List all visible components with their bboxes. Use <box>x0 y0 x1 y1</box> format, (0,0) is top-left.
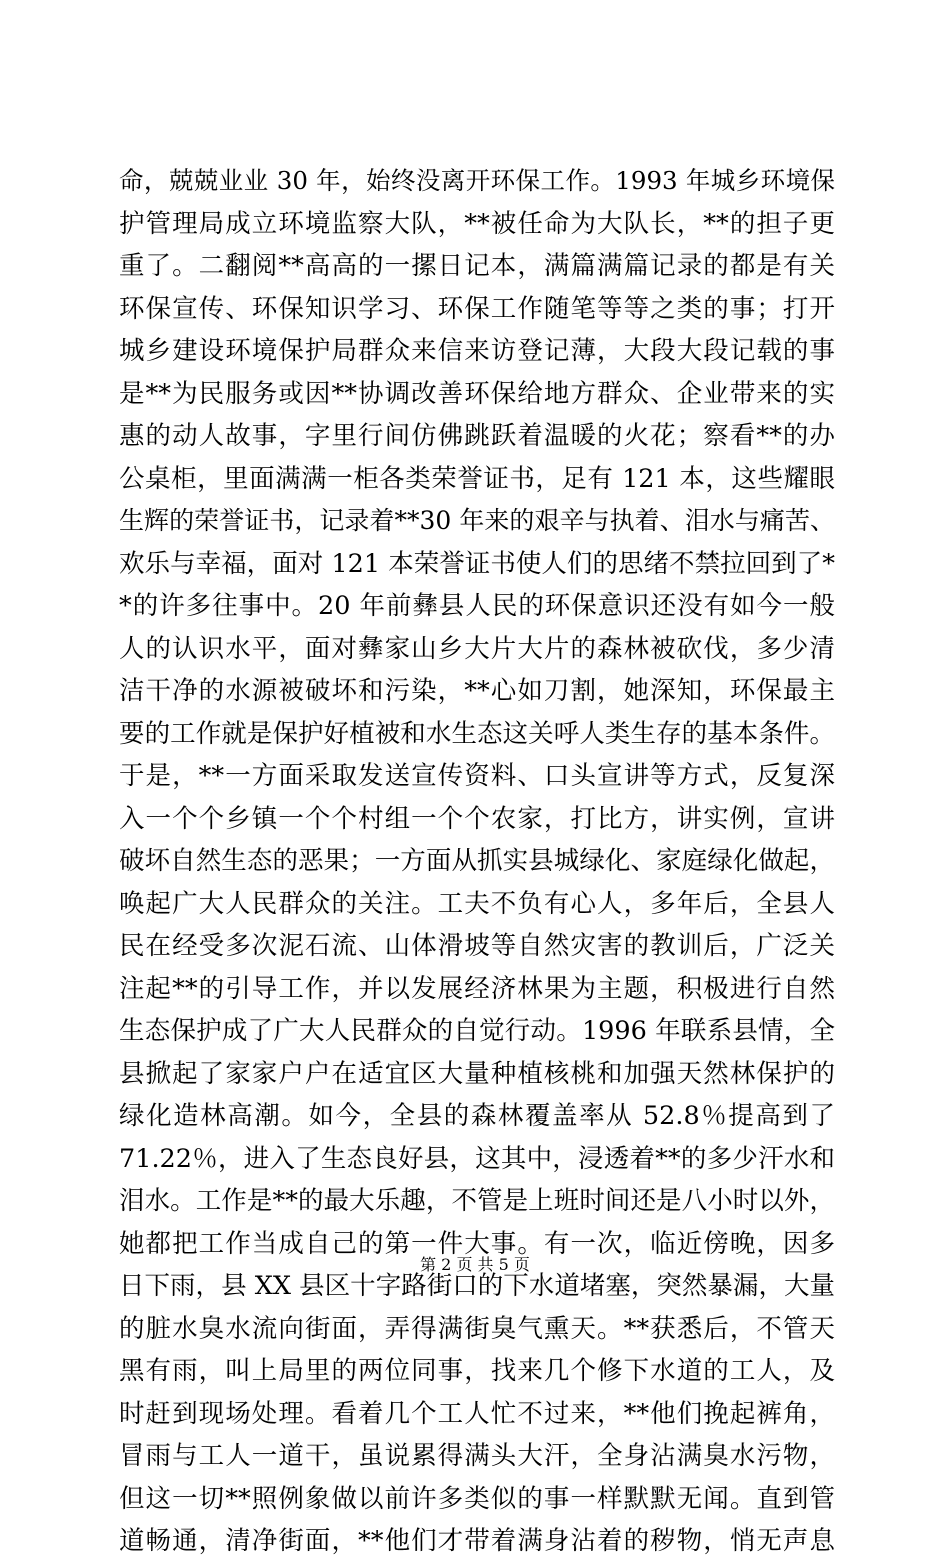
text-line: 生辉的荣誉证书，记录着**30 年来的艰辛与执着、泪水与痛苦、 <box>119 506 835 535</box>
text-line: 绿化造林高潮。如今，全县的森林覆盖率从 52.8％提高到了 <box>119 1101 835 1131</box>
text-line: 要的工作就是保护好植被和水生态这关呼人类生存的基本条件。 <box>119 718 835 749</box>
text-line: 欢乐与幸福，面对 121 本荣誉证书使人们的思绪不禁拉回到了* <box>119 548 835 579</box>
text-line: 入一个个乡镇一个个村组一个个农家，打比方，讲实例，宣讲 <box>119 803 835 834</box>
text-line: 时赶到现场处理。看着几个工人忙不过来，**他们挽起裤角， <box>119 1398 835 1429</box>
text-line: 城乡建设环境保护局群众来信来访登记薄，大段大段记载的事 <box>119 336 835 366</box>
text-line: 冒雨与工人一道干，虽说累得满头大汗，全身沾满臭水污物， <box>119 1441 835 1471</box>
text-line: 是**为民服务或因**协调改善环保给地方群众、企业带来的实 <box>119 378 835 409</box>
text-line: 71.22％，进入了生态良好县，这其中，浸透着**的多少汗水和 <box>119 1143 835 1174</box>
text-line: 公桌柜，里面满满一柜各类荣誉证书，足有 121 本，这些耀眼 <box>119 463 835 494</box>
text-line: 但这一切**照例象做以前许多类似的事一样默默无闻。直到管 <box>119 1483 835 1514</box>
text-line: 护管理局成立环境监察大队，**被任命为大队长，**的担子更 <box>119 208 835 239</box>
text-line: 环保宣传、环保知识学习、环保工作随笔等等之类的事；打开 <box>119 293 835 324</box>
text-line: 民在经受多次泥石流、山体滑坡等自然灾害的教训后，广泛关 <box>119 931 835 961</box>
text-line: 日下雨，县 XX 县区十字路街口的下水道堵塞，突然暴漏，大量 <box>119 1271 835 1301</box>
text-line: 道畅通，清净街面，**他们才带着满身沾着的秽物，悄无声息 <box>119 1526 835 1556</box>
text-line: 黑有雨，叫上局里的两位同事，找来几个修下水道的工人，及 <box>119 1356 835 1386</box>
text-line: 于是，**一方面采取发送宣传资料、口头宣讲等方式，反复深 <box>119 761 835 791</box>
text-line: 县掀起了家家户户在适宜区大量种植核桃和加强天然林保护的 <box>119 1058 835 1089</box>
text-line: 重了。二翻阅**高高的一摞日记本，满篇满篇记录的都是有关 <box>119 251 835 281</box>
body-text <box>119 160 835 1563</box>
page-number-footer: 第 2 页 共 5 页 <box>420 1255 530 1274</box>
text-line: 泪水。工作是**的最大乐趣，不管是上班时间还是八小时以外， <box>119 1186 835 1216</box>
text-line: *的许多往事中。20 年前彝县人民的环保意识还没有如今一般 <box>119 591 835 621</box>
text-line: 注起**的引导工作，并以发展经济林果为主题，积极进行自然 <box>119 973 835 1004</box>
text-line: 的脏水臭水流向街面，弄得满街臭气熏天。**获悉后，不管天 <box>119 1313 835 1344</box>
text-line: 命，兢兢业业 30 年，始终没离开环保工作。1993 年城乡环境保 <box>119 166 835 195</box>
text-line: 唤起广大人民群众的关注。工夫不负有心人，多年后，全县人 <box>119 888 835 919</box>
text-line: 她都把工作当成自己的第一件大事。有一次，临近傍晚，因多 <box>119 1228 835 1259</box>
text-line: 人的认识水平，面对彝家山乡大片大片的森林被砍伐，多少清 <box>119 633 835 664</box>
text-line: 破坏自然生态的恶果；一方面从抓实县城绿化、家庭绿化做起， <box>119 846 835 876</box>
text-line: 惠的动人故事，字里行间仿佛跳跃着温暖的火花；察看**的办 <box>119 421 835 451</box>
text-line: 洁干净的水源被破坏和污染，**心如刀割，她深知，环保最主 <box>119 676 835 706</box>
text-line: 生态保护成了广大人民群众的自觉行动。1996 年联系县情，全 <box>119 1016 835 1046</box>
